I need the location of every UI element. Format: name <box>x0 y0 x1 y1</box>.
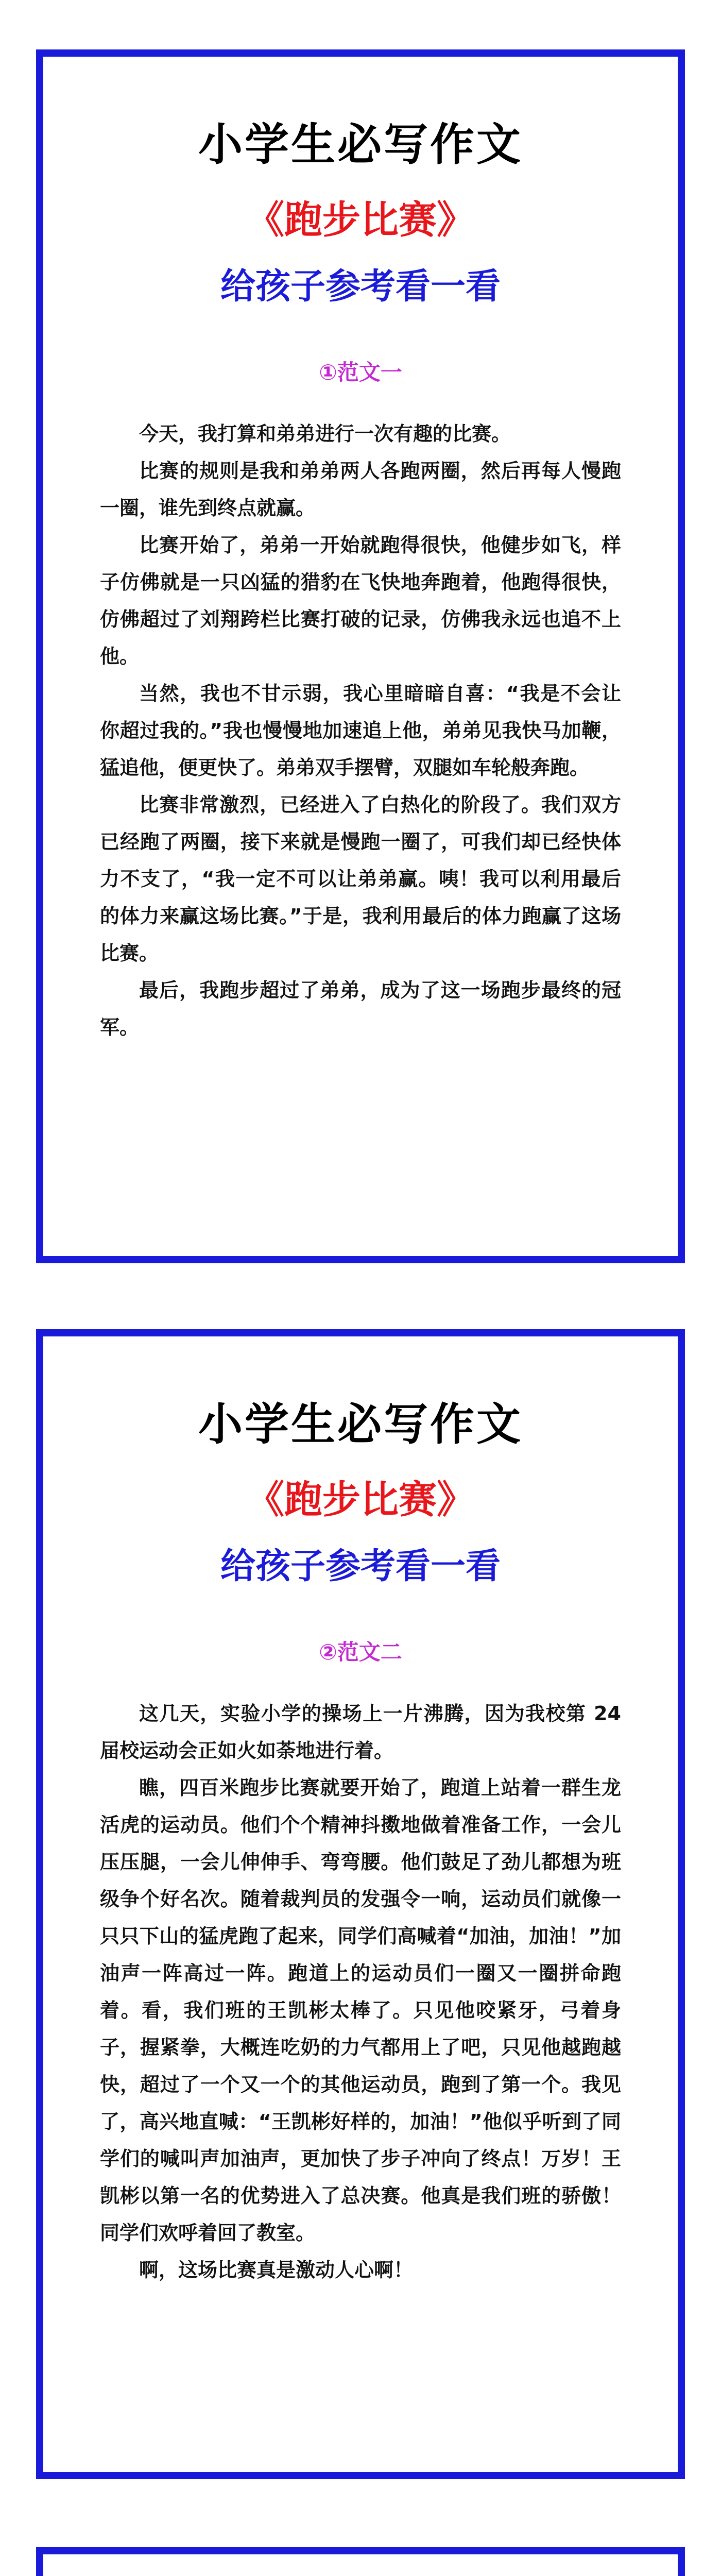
essay-body <box>100 1695 621 2289</box>
essay-card-3 <box>36 2547 685 2576</box>
essay-paragraph: 今天，我打算和弟弟进行一次有趣的比赛。 <box>139 422 511 445</box>
essay-body <box>100 415 621 1046</box>
essay-paragraph: 啊，这场比赛真是激动人心啊！ <box>139 2258 414 2281</box>
essay-paragraph: 这几天，实验小学的操场上一片沸腾，因为我校第 24 届校运动会正如火如荼地进行着。 <box>100 1702 621 1762</box>
essay-paragraph: 比赛开始了，弟弟一开始就跑得很快，他健步如飞，样子仿佛就是一只凶猛的猎豹在飞快地奔跑着，他跑得很快，仿佛超过了刘翔跨栏比赛打破的记录，仿佛我永远也追不上他。 <box>100 533 621 668</box>
essay-card-2 <box>36 1329 685 2479</box>
essay-paragraph: 瞧，四百米跑步比赛就要开始了，跑道上站着一群生龙活虎的运动员。他们个个精神抖擞地做着准备工作，一会儿压压腿，一会儿伸伸手、弯弯腰。他们鼓足了劲儿都想为班级争个好名次。随着裁判员的发强令一响，运动员们就像一只只下山的猛虎跑了起来，同学们高喊着“加油，加油！”加油声一阵高过一阵。跑道上的运动员们一圈又一圈拼命跑着。看，我们班的王凯彬太棒了。只见他咬紧牙，弓着身子，握紧拳，大概连吃奶的力气都用上了吧，只见他越跑越快，超过了一个又一个的其他运动员，跑到了第一个。我见了，高兴地直喊：“王凯彬好样的，加油！”他似乎听到了同学们的喊叫声加油声，更加快了步子冲向了终点！万岁！王凯彬以第一名的优势进入了总决赛。他真是我们班的骄傲！同学们欢呼着回了教室。 <box>100 1776 621 2244</box>
essay-paragraph: 比赛的规则是我和弟弟两人各跑两圈，然后再每人慢跑一圈，谁先到终点就赢。 <box>100 459 621 519</box>
card-title: 小学生必写作文 <box>198 1399 523 1450</box>
essay-paragraph: 当然，我也不甘示弱，我心里暗暗自喜：“我是不会让你超过我的。”我也慢慢地加速追上他，弟弟见我快马加鞭，猛追他，便更快了。弟弟双手摆臂，双腿如车轮般奔跑。 <box>100 682 621 779</box>
essay-paragraph: 最后，我跑步超过了弟弟，成为了这一场跑步最终的冠军。 <box>100 978 621 1039</box>
essay-label: ②范文二 <box>319 1639 402 1665</box>
essay-subtitle: 《跑步比赛》 <box>246 198 475 243</box>
card-tagline: 给孩子参考看一看 <box>220 1546 501 1587</box>
essay-subtitle: 《跑步比赛》 <box>246 1478 475 1522</box>
card-tagline: 给孩子参考看一看 <box>220 266 501 307</box>
essay-paragraph: 比赛非常激烈，已经进入了白热化的阶段了。我们双方已经跑了两圈，接下来就是慢跑一圈了，可我们却已经快体力不支了，“我一定不可以让弟弟赢。咦！我可以利用最后的体力来赢这场比赛。”于是，我利用最后的体力跑赢了这场比赛。 <box>100 793 621 964</box>
essay-card-1 <box>36 49 685 1263</box>
card-title: 小学生必写作文 <box>198 119 523 171</box>
essay-label: ①范文一 <box>319 359 402 385</box>
